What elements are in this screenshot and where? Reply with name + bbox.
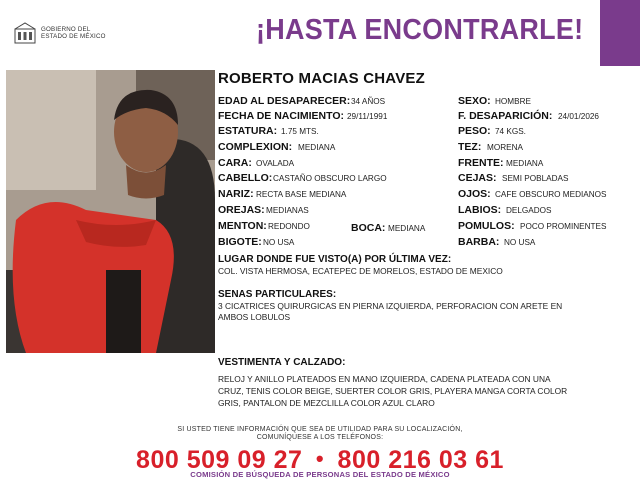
value-nose: RECTA BASE MEDIANA [256,190,347,199]
label-height: ESTATURA: [218,125,278,137]
last-seen-text: COL. VISTA HERMOSA, ECATEPEC DE MORELOS, ESTADO DE MEXICO [218,266,503,276]
label-age: EDAD AL DESAPARECER: [218,95,351,107]
value-birth-date: 29/11/1991 [347,112,388,121]
label-eyebrows: CEJAS: [458,172,497,184]
particular-signs-line: 3 CICATRICES QUIRURGICAS EN PIERNA IZQUIERDA, PERFORACION CON ARETE EN [218,301,563,311]
label-nose: NARIZ: [218,188,254,200]
state-seal-icon [12,21,38,45]
commission-name: COMISIÓN DE BÚSQUEDA DE PERSONAS DEL ESTADO DE MÉXICO [190,470,450,479]
label-mustache: BIGOTE: [218,236,262,248]
value-hair: CASTAÑO OBSCURO LARGO [273,174,387,183]
value-cheekbones: POCO PROMINENTES [520,222,607,231]
value-forehead: MEDIANA [506,159,544,168]
clothing-title: VESTIMENTA Y CALZADO: [218,357,346,368]
value-sex: HOMBRE [495,97,531,106]
value-height: 1.75 MTS. [281,127,319,136]
clothing-line: RELOJ Y ANILLO PLATEADOS EN MANO IZQUIERDA, CADENA PLATEADA CON UNA [218,374,551,384]
label-beard: BARBA: [458,236,500,248]
label-weight: PESO: [458,125,491,137]
value-chin: REDONDO [268,222,310,231]
headline: ¡HASTA ENCONTRARLE! [256,14,584,46]
phone-number-2[interactable]: 800 216 03 61 [337,446,504,474]
label-complexion: TEZ: [458,141,482,153]
label-hair: CABELLO: [218,172,273,184]
person-photo [6,70,215,353]
value-lips: DELGADOS [506,206,552,215]
value-beard: NO USA [504,238,536,247]
value-build: MEDIANA [298,143,336,152]
government-logo-text: GOBIERNO DEL ESTADO DE MÉXICO [41,26,106,41]
phone-number-1[interactable]: 800 509 09 27 [136,446,303,474]
label-lips: LABIOS: [458,204,502,216]
label-disappearance-date: F. DESAPARICIÓN: [458,110,553,122]
label-chin: MENTON: [218,220,267,232]
government-logo [12,21,122,49]
value-disappearance-date: 24/01/2026 [558,112,599,121]
person-name: ROBERTO MACIAS CHAVEZ [218,70,425,87]
value-eyes: CAFE OBSCURO MEDIANOS [495,190,607,199]
label-build: COMPLEXION: [218,141,293,153]
label-forehead: FRENTE: [458,157,504,169]
person-photo-icon [6,70,215,353]
value-weight: 74 KGS. [495,127,526,136]
value-mustache: NO USA [263,238,295,247]
label-eyes: OJOS: [458,188,491,200]
label-ears: OREJAS: [218,204,265,216]
particular-signs-title: SENAS PARTICULARES: [218,289,337,300]
label-mouth: BOCA: [351,222,386,234]
particular-signs-line: AMBOS LOBULOS [218,312,291,322]
label-sex: SEXO: [458,95,491,107]
clothing-line: CRUZ, TENIS COLOR BEIGE, SUERTER COLOR GRIS, PLAYERA MANGA CORTA COLOR [218,386,568,396]
label-face: CARA: [218,157,252,169]
last-seen-title: LUGAR DONDE FUE VISTO(A) POR ÚLTIMA VEZ: [218,254,452,265]
value-complexion: MORENA [487,143,523,152]
label-cheekbones: POMULOS: [458,220,515,232]
clothing-line: GRIS, PANTALON DE MEZCLILLA COLOR AZUL CLARO [218,398,435,408]
value-age: 34 AÑOS [351,97,386,106]
value-mouth: MEDIANA [388,224,426,233]
value-eyebrows: SEMI POBLADAS [502,174,569,183]
header-accent-bar [600,0,640,66]
footer-note-line: COMUNÍQUESE A LOS TELÉFONOS: [256,434,384,441]
label-birth-date: FECHA DE NACIMIENTO: [218,110,344,122]
value-ears: MEDIANAS [266,206,309,215]
phone-separator: • [315,446,325,471]
value-face: OVALADA [256,159,295,168]
footer-note-line: SI USTED TIENE INFORMACIÓN QUE SEA DE UTILIDAD PARA SU LOCALIZACIÓN, [177,426,463,433]
